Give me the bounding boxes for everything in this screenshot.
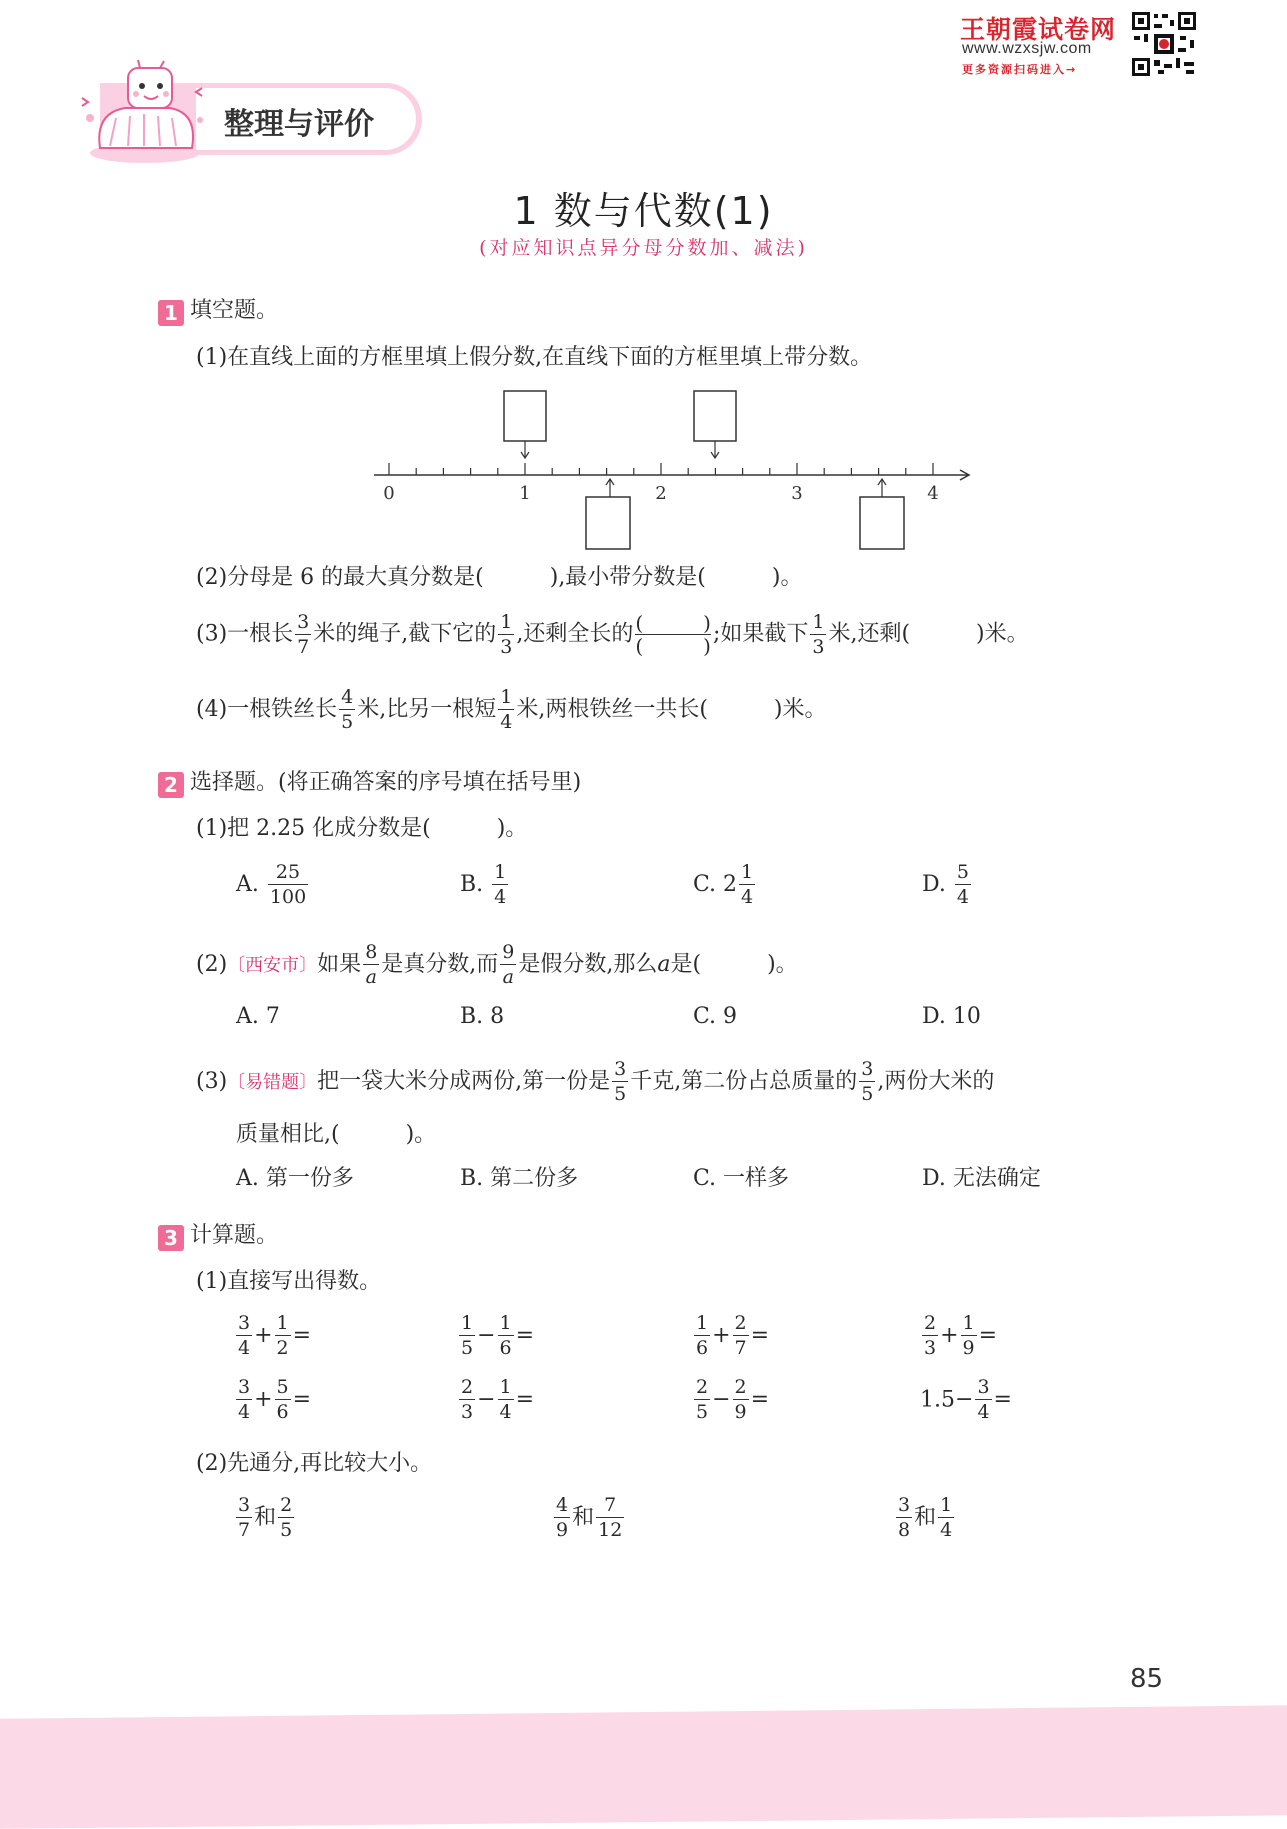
brand-url[interactable]: www.wzxsjw.com	[962, 40, 1092, 57]
answer-box-below-1[interactable]	[586, 497, 630, 549]
q1-number-badge: 1	[158, 300, 184, 326]
fraction: $\frac{1}{4}$	[500, 686, 513, 733]
lesson-subtitle: (对应知识点异分母分数加、减法)	[479, 237, 808, 259]
q1-p3-text-c: ,还剩全长的	[516, 621, 634, 647]
q1-p4-text-a: (4)一根铁丝长	[196, 697, 338, 722]
qr-code-icon[interactable]	[1130, 10, 1198, 78]
calc-item: $\frac{2}{5}$ − $\frac{2}{9}$ =	[696, 1376, 770, 1423]
q2-p2-option-d[interactable]: D. 10	[922, 1004, 981, 1029]
q1-p4-text-c: 米,两根铁丝一共长( )米。	[516, 697, 827, 722]
fraction: $\frac{3}{5}$	[861, 1058, 874, 1105]
q2-p3-option-c[interactable]: C. 一样多	[693, 1166, 790, 1191]
fraction: $\frac{5}{4}$	[956, 861, 969, 908]
calc-item: $\frac{3}{4}$ + $\frac{5}{6}$ =	[238, 1376, 312, 1423]
q1-p1: (1)在直线上面的方框里填上假分数,在直线下面的方框里填上带分数。	[196, 345, 873, 370]
fraction: $\frac{3}{7}$	[297, 610, 310, 658]
fraction: $\frac{25}{100}$	[269, 861, 307, 908]
calc-item: $\frac{3}{4}$ + $\frac{1}{2}$ =	[238, 1312, 312, 1359]
fraction: $\frac{3}{5}$	[614, 1058, 627, 1105]
calc-item: $\frac{2}{3}$ − $\frac{1}{4}$ =	[461, 1376, 535, 1423]
source-tag: 〔西安市〕	[227, 955, 318, 976]
answer-box-above-2[interactable]	[694, 391, 736, 441]
q1-p4	[196, 688, 827, 732]
q2-p1-option-a[interactable]: A. $\frac{25}{100}$	[236, 861, 307, 908]
compare-item: $\frac{4}{9}$ 和 $\frac{7}{12}$	[556, 1494, 623, 1541]
q2-title: 选择题。(将正确答案的序号填在括号里)	[190, 770, 582, 795]
fraction: $\frac{1}{4}$	[494, 861, 507, 908]
q3-p2: (2)先通分,再比较大小。	[196, 1451, 433, 1476]
q1-p3-text-e: 米,还剩( )米。	[828, 621, 1029, 647]
q1-p2: (2)分母是 6 的最大真分数是( ),最小带分数是( )。	[196, 565, 803, 590]
q2-p1: (1)把 2.25 化成分数是( )。	[196, 816, 528, 841]
q1-title: 填空题。	[190, 298, 279, 323]
q2-p1-option-b[interactable]: B. $\frac{1}{4}$	[460, 861, 507, 908]
lesson-title: 1 数与代数(1)	[513, 189, 774, 233]
fraction: $\frac{8}{a}$	[365, 941, 378, 988]
tick-label-4: 4	[927, 483, 939, 504]
calc-item: $\frac{1}{6}$ + $\frac{2}{7}$ =	[696, 1312, 770, 1359]
q3-number-badge: 3	[158, 1225, 184, 1251]
page-number: 85	[1130, 1664, 1164, 1694]
q2-p2-option-a[interactable]: A. 7	[236, 1004, 280, 1029]
q2-p3-line2: 质量相比,( )。	[236, 1122, 437, 1147]
calc-item: $\frac{2}{3}$ + $\frac{1}{9}$ =	[924, 1312, 998, 1359]
q2-p3: (3)〔易错题〕把一袋大米分成两份,第一份是 $\frac{3}{5}$ 千克,第二份占总质量的 $\frac{3}{5}$ ,两份大米的	[196, 1058, 995, 1105]
difficulty-tag: 〔易错题〕	[227, 1072, 318, 1093]
q1-p3	[196, 612, 1029, 657]
fraction: $\frac{1}{3}$	[812, 610, 825, 658]
q2-p2-option-b[interactable]: B. 8	[460, 1004, 505, 1029]
fraction: $\frac{1}{4}$	[741, 861, 754, 908]
calc-item: 1.5− $\frac{3}{4}$ =	[920, 1376, 1012, 1423]
compare-item: $\frac{3}{8}$ 和 $\frac{1}{4}$	[898, 1494, 953, 1541]
q1-p3-text-a: (3)一根长	[196, 621, 294, 647]
brand-name: 王朝霞试卷网	[960, 15, 1117, 44]
answer-box-above-1[interactable]	[504, 391, 546, 441]
fraction: $\frac{9}{a}$	[502, 941, 515, 988]
q2-p2-option-c[interactable]: C. 9	[693, 1004, 738, 1029]
bottom-decor-band	[0, 1705, 1287, 1829]
section-title: 整理与评价	[224, 107, 374, 142]
q2-heading	[158, 768, 581, 798]
q2-p1-option-c[interactable]: C. 2 $\frac{1}{4}$	[693, 861, 754, 908]
q1-p3-text-d: ;如果截下	[712, 621, 809, 647]
mascot-icon	[80, 58, 210, 168]
q2-number-badge: 2	[158, 772, 184, 798]
brand-tip: 更多资源扫码进入→	[962, 63, 1078, 76]
q3-title: 计算题。	[190, 1223, 279, 1248]
compare-item: $\frac{3}{7}$ 和 $\frac{2}{5}$	[238, 1494, 293, 1541]
q2-p3-option-b[interactable]: B. 第二份多	[460, 1166, 579, 1191]
tick-label-1: 1	[519, 483, 531, 504]
answer-box-below-2[interactable]	[860, 497, 904, 549]
tick-label-2: 2	[655, 483, 667, 504]
q1-p4-text-b: 米,比另一根短	[357, 697, 497, 722]
blank-fraction-answer[interactable]: $\frac{( )}{( )}$	[635, 611, 711, 658]
tick-label-3: 3	[791, 483, 803, 504]
q2-p1-option-d[interactable]: D. $\frac{5}{4}$	[922, 861, 969, 908]
fraction: $\frac{1}{3}$	[500, 610, 513, 658]
q3-heading	[158, 1221, 278, 1251]
calc-item: $\frac{1}{5}$ − $\frac{1}{6}$ =	[461, 1312, 535, 1359]
axis-ticks	[389, 463, 933, 475]
number-line	[360, 385, 980, 555]
tick-label-0: 0	[383, 483, 395, 504]
q3-p1: (1)直接写出得数。	[196, 1269, 382, 1294]
q2-p3-option-a[interactable]: A. 第一份多	[236, 1166, 354, 1191]
q2-p3-option-d[interactable]: D. 无法确定	[922, 1166, 1041, 1191]
q1-heading	[158, 296, 278, 326]
q2-p2: (2)〔西安市〕如果 $\frac{8}{a}$ 是真分数,而 $\frac{9}{a}$ 是假分数,那么a是( )。	[196, 941, 798, 988]
q1-p3-text-b: 米的绳子,截下它的	[313, 621, 497, 647]
fraction: $\frac{4}{5}$	[341, 686, 354, 733]
